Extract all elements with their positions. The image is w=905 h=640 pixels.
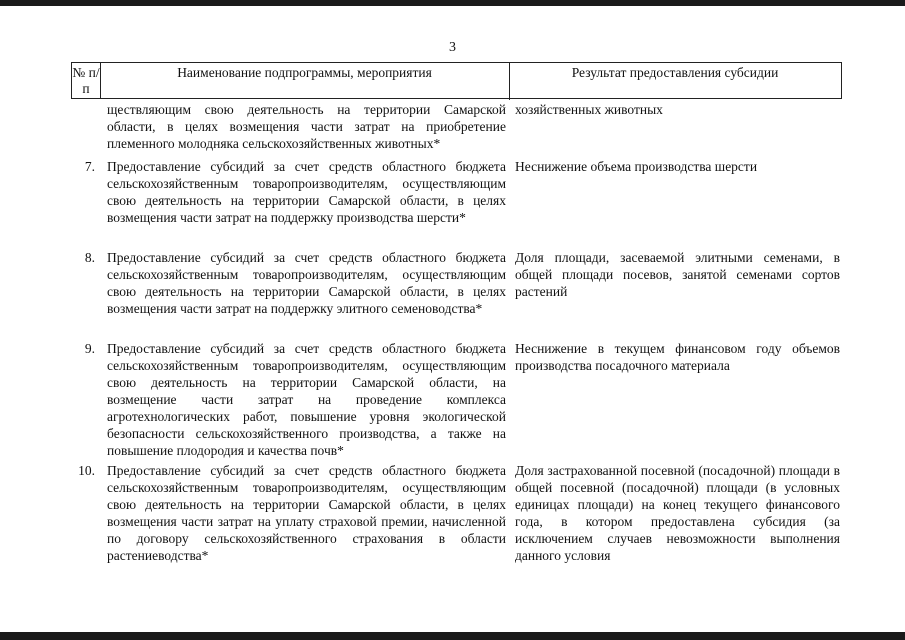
row-number: 10. (78, 463, 95, 478)
row-result: Неснижение объема производства шерсти (515, 159, 758, 174)
scan-top-border (0, 0, 905, 6)
row-result: хозяйственных животных (515, 102, 663, 117)
row-number: 9. (84, 341, 95, 356)
row-name: Предоставление субсидий за счет средств областного бюджета сельскохозяйственным товаропроизводителям, осуществляющим свою деятельность на территории Самарской области, в целях возмещения части затрат на поддержку производства шерсти* (107, 159, 506, 225)
row-name: Предоставление субсидий за счет средств областного бюджета сельскохозяйственным товаропроизводителям, осуществляющим свою деятельность на территории Самарской области, в целях возмещения части затрат на поддержку элитного семеноводства* (107, 250, 506, 316)
row-result: Доля застрахованной посевной (посадочной) площади в общей посевной (посадочной) площади (в условных единицах площади) на конец текущего финансового года, в котором предоставлена субсидия (за исключением случаев невозможности выполнения данного условия (515, 463, 840, 563)
table-header (71, 62, 842, 99)
header-result: Результат предоставления субсидии (571, 65, 779, 80)
header-name: Наименование подпрограммы, мероприятия (100, 63, 510, 100)
row-name: Предоставление субсидий за счет средств областного бюджета сельскохозяйственным товаропроизводителям, осуществляющим свою деятельность на территории Самарской области, на возмещение части затрат на проведение комплекса агротехнологических работ, повышение уровня экологической безопасности сельскохозяйственного производства, а также на повышение плодородия и качества почв* (107, 341, 506, 458)
row-name: Предоставление субсидий за счет средств областного бюджета сельскохозяйственным товаропроизводителям, осуществляющим свою деятельность на территории Самарской области, в целях возмещения части затрат на уплату страховой премии, начисленной по договору сельскохозяйственного страхования в области растениеводства* (107, 463, 506, 563)
row-result: Доля площади, засеваемой элитными семенами, в общей площади посевов, занятой семенами сортов растений (515, 250, 840, 299)
page-number: 3 (449, 40, 456, 55)
row-result: Неснижение в текущем финансовом году объемов производства посадочного материала (515, 341, 840, 373)
row-number: 7. (84, 159, 95, 174)
row-name: ществляющим свою деятельность на территории Самарской области, в целях возмещения части затрат на приобретение племенного молодняка сельскохозяйственных животных* (107, 102, 506, 151)
scan-bottom-border (0, 632, 905, 640)
header-number: № п/п (72, 63, 101, 98)
row-number: 8. (84, 250, 95, 265)
